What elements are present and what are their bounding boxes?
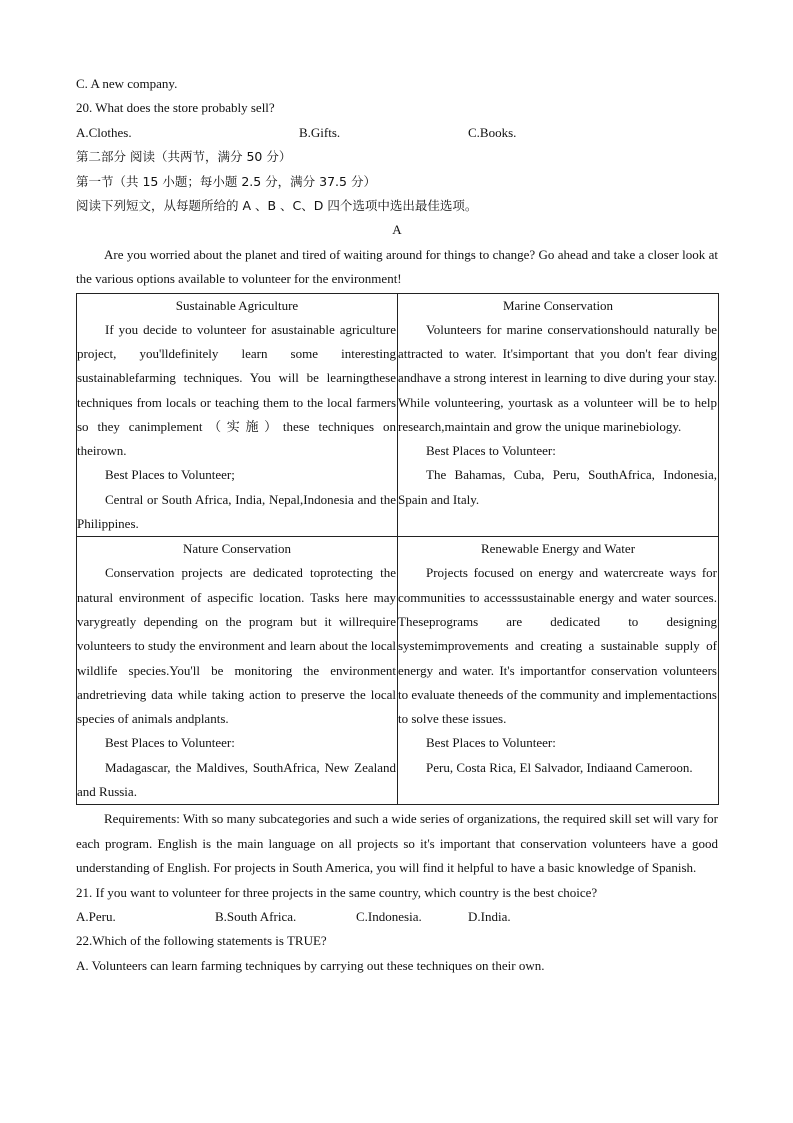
best-places-list: Central or South Africa, India, Nepal,Indonesia and the Philippines. — [77, 491, 396, 532]
q19-option-c: C. A new company. — [76, 76, 178, 91]
instructions: 阅读下列短文，从每题所给的 A 、B 、C、D 四个选项中选出最佳选项。 — [76, 198, 478, 214]
q20-question: 20. What does the store probably sell? — [76, 100, 275, 116]
cell-title: Marine Conservation — [502, 297, 614, 313]
q22-option-a: A. Volunteers can learn farming techniques by carrying out these techniques on their own. — [76, 957, 545, 973]
part2-heading: 第二部分 阅读（共两节，满分 50 分） — [76, 149, 292, 165]
cell-sustainable-agriculture — [77, 293, 398, 537]
best-places-list: The Bahamas, Cuba, Peru, SouthAfrica, Indonesia, Spain and Italy. — [398, 467, 717, 507]
passage-intro: Are you worried about the planet and tired of waiting around for things to change? Go ahead and take a closer look at the various options available to volunteer for the environment! — [76, 246, 718, 287]
volunteer-options-table — [76, 293, 719, 806]
section1-heading: 第一节（共 15 小题；每小题 2.5 分，满分 37.5 分） — [76, 173, 376, 189]
cell-text: Conservation projects are dedicated toprotecting the natural environment of aspecific location. Tasks here may varygreatly depending on the program but it willrequire volunteers to study the environment and learn about the local wildlife species.You'll be monitoring the environment andretrieving data while taking action to preserve the local species of animals andplants. — [77, 565, 396, 727]
best-places-label: Best Places to Volunteer: — [105, 735, 235, 751]
requirements-paragraph: Requirements: With so many subcategories and such a wide series of organizations, the required skill set will vary for each program. English is the main language on all projects so it's important that conservation volunteers have a good understanding of English. For projects in South America, you will find it helpful to have a basic knowledge of Spanish. — [76, 811, 718, 876]
exam-page — [76, 72, 718, 978]
cell-renewable-energy — [398, 537, 719, 805]
q20-options — [76, 121, 718, 145]
q21-question: 21. If you want to volunteer for three projects in the same country, which country is the best choice? — [76, 884, 598, 900]
q20-option-c: C.Books. — [468, 124, 517, 140]
best-places-label: Best Places to Volunteer: — [426, 443, 556, 459]
best-places-list: Madagascar, the Maldives, SouthAfrica, New Zealand and Russia. — [77, 759, 396, 799]
q22-question: 22.Which of the following statements is TRUE? — [76, 933, 327, 949]
q21-option-b: B.South Africa. — [215, 908, 297, 924]
q21-option-a: A.Peru. — [76, 908, 116, 924]
cell-text: If you decide to volunteer for asustainable agriculture project, you'lldefinitely learn some interesting sustainablefarming techniques. You will be learningthese techniques from locals or teaching them to the local farmers so they canimplement（实施）these techniques on theirown. — [77, 321, 396, 459]
best-places-list: Peru, Costa Rica, El Salvador, Indiaand Cameroon. — [426, 759, 693, 775]
q21-option-d: D.India. — [468, 908, 511, 924]
cell-marine-conservation — [398, 293, 719, 537]
cell-text: Projects focused on energy and watercreate ways for communities to accesssustainable energy and water sources. Theseprograms are dedicated to designing systemimprovements and creating a sustainable supply of energy and water. It's importantfor conservation volunteers to evaluate theneeds of the community and implementactions to solve these issues. — [398, 565, 717, 727]
cell-nature-conservation — [77, 537, 398, 805]
q21-option-c: C.Indonesia. — [356, 908, 422, 924]
passage-label: A — [392, 222, 402, 238]
q21-options — [76, 905, 718, 929]
q20-option-a: A.Clothes. — [76, 124, 132, 140]
best-places-label: Best Places to Volunteer: — [426, 735, 556, 751]
cell-title: Sustainable Agriculture — [175, 297, 299, 313]
cell-text: Volunteers for marine conservationshould naturally be attracted to water. It'simportant that you don't fear diving andhave a strong interest in learning to dive during your stay. While volunteering, yourtask as a volunteer will be to help research,maintain and grow the unique marinebiology. — [398, 321, 717, 434]
q20-option-b: B.Gifts. — [299, 124, 341, 140]
cell-title: Nature Conservation — [183, 541, 291, 557]
best-places-label: Best Places to Volunteer; — [105, 467, 235, 483]
cell-title: Renewable Energy and Water — [480, 541, 636, 557]
